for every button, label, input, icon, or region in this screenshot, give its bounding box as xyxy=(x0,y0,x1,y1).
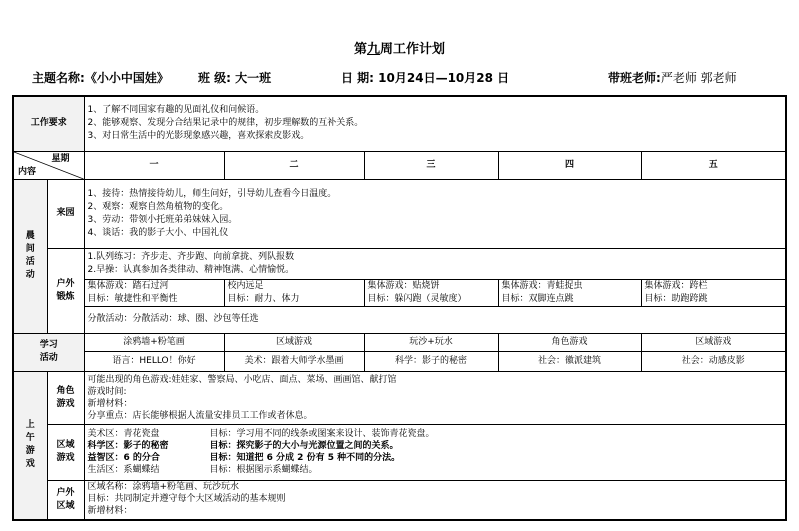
game-name: 集体游戏：青蛙捉虫 xyxy=(501,280,583,291)
study-top-cell: 区域游戏 xyxy=(224,333,364,351)
game-name: 集体游戏：跨栏 xyxy=(644,280,708,291)
outdoor-area-line: 新增材料： xyxy=(87,505,133,516)
area-zone: 美术区：青花瓷盘 xyxy=(87,429,160,439)
forenoon-game-label: 上午游戏 xyxy=(13,371,47,520)
group-activity-content: 分散活动：分散活动：球、圈、沙包等任选 xyxy=(84,306,786,333)
outdoor-area-label: 户外区域 xyxy=(47,480,84,520)
study-top-cell: 玩沙+玩水 xyxy=(364,333,498,351)
work-requirements-label: 工作要求 xyxy=(13,96,84,151)
game-name: 校内远足 xyxy=(227,280,264,291)
game-name: 集体游戏：踏石过河 xyxy=(87,280,169,291)
game-goal: 目标：躲闪跑（灵敏度） xyxy=(367,293,467,304)
area-goal: 目标：探究影子的大小与光源位置之间的关系。 xyxy=(209,441,399,451)
study-bottom-cell: 社会：动感皮影 xyxy=(641,351,786,371)
exercise-line: 2.早操：认真参加各类律动、精神饱满、心情愉悦。 xyxy=(87,264,295,275)
game-goal: 目标：助跑跨跳 xyxy=(644,293,708,304)
teacher-field: 带班老师:严老师 郭老师 xyxy=(608,71,737,85)
work-line: 2、能够观察、发现分合结果记录中的规律，初步理解数的互补关系。 xyxy=(87,118,364,129)
plan-table xyxy=(12,95,787,521)
class-field: 班 级: 大一班 xyxy=(198,71,272,85)
arrival-line: 3、劳动：带领小托班弟弟妹妹入园。 xyxy=(87,214,238,225)
game-cell-5 xyxy=(641,279,786,306)
work-line: 3、对日常生活中的光影现象感兴趣，喜欢探索皮影戏。 xyxy=(87,131,310,142)
study-top-cell: 涂鸦墙+粉笔画 xyxy=(84,333,224,351)
weekday-header-row xyxy=(13,151,786,179)
game-goal: 目标：耐力、体力 xyxy=(227,293,300,304)
study-bottom-row xyxy=(13,351,786,371)
game-goal: 目标：双脚连点跳 xyxy=(501,293,574,304)
weekday-1: 一 xyxy=(84,151,224,179)
outdoor-exercise-row xyxy=(13,248,786,279)
role-game-content xyxy=(84,371,786,424)
weekday-4: 四 xyxy=(498,151,641,179)
arrival-line: 4、谈话：我的影子大小、中国礼仪 xyxy=(87,227,229,238)
weekday-5: 五 xyxy=(641,151,786,179)
study-activity-label: 学习活动 xyxy=(13,333,84,371)
area-zone: 科学区：影子的秘密 xyxy=(87,441,169,451)
game-cell-1 xyxy=(84,279,224,306)
work-requirements-content xyxy=(84,96,786,151)
area-game-label: 区域游戏 xyxy=(47,424,84,480)
outdoor-area-row xyxy=(13,480,786,520)
outdoor-area-content xyxy=(84,480,786,520)
area-game-row xyxy=(13,424,786,480)
date-field: 日 期: 10月24日—10月28 日 xyxy=(341,71,510,85)
weekday-corner-cell xyxy=(13,151,84,179)
outdoor-games-row xyxy=(13,279,786,306)
area-goal: 目标：学习用不同的线条或图案来设计、装饰青花瓷盘。 xyxy=(209,429,435,439)
area-goal: 目标：根据图示系蝴蝶结。 xyxy=(209,465,318,475)
morning-activity-label: 晨间活动 xyxy=(13,179,47,333)
arrival-label: 来园 xyxy=(47,179,84,248)
arrival-line: 1、接待：热情接待幼儿，师生问好，引导幼儿查看今日温度。 xyxy=(87,188,337,199)
study-top-cell: 区域游戏 xyxy=(641,333,786,351)
weekday-2: 二 xyxy=(224,151,364,179)
game-cell-2 xyxy=(224,279,364,306)
arrival-row xyxy=(13,179,786,248)
game-cell-4 xyxy=(498,279,641,306)
area-game-content xyxy=(84,424,786,480)
area-goal: 目标：知道把 6 分成 2 份有 5 种不同的分法。 xyxy=(209,453,401,463)
outdoor-exercise-label: 户外锻炼 xyxy=(47,248,84,333)
group-activity-row xyxy=(13,306,786,333)
outdoor-area-line: 区域名称：涂鸦墙+粉笔画、玩沙玩水 xyxy=(87,481,240,492)
page-title: 第九周工作计划 xyxy=(353,42,446,57)
work-line: 1、了解不同国家有趣的见面礼仪和问候语。 xyxy=(87,105,265,116)
study-bottom-cell: 语言：HELLO！你好 xyxy=(84,351,224,371)
corner-top-label: 星期 xyxy=(51,153,70,164)
role-line: 可能出现的角色游戏:娃娃家、警察局、小吃店、面点、菜场、画画馆、献打馆 xyxy=(87,374,397,385)
role-game-row xyxy=(13,371,786,424)
game-name: 集体游戏：贴烧饼 xyxy=(367,280,440,291)
role-line: 游戏时间: xyxy=(87,386,127,397)
theme-field: 主题名称:《小小中国娃》 xyxy=(32,71,169,85)
study-top-row xyxy=(13,333,786,351)
study-bottom-cell: 美术：跟着大师学水墨画 xyxy=(224,351,364,371)
outdoor-area-line: 目标：共同制定并遵守每个大区域活动的基本规则 xyxy=(87,493,286,504)
corner-bottom-label: 内容 xyxy=(18,166,37,177)
study-top-cell: 角色游戏 xyxy=(498,333,641,351)
area-zone: 生活区：系蝴蝶结 xyxy=(87,465,160,475)
arrival-content xyxy=(84,179,786,248)
role-line: 分享重点：店长能够根据人流量安排员工工作或者休息。 xyxy=(87,410,313,421)
role-line: 新增材料： xyxy=(87,398,133,409)
arrival-line: 2、观察：观察自然角植物的变化。 xyxy=(87,201,229,212)
work-requirements-row xyxy=(13,96,786,151)
study-bottom-cell: 社会：徽派建筑 xyxy=(498,351,641,371)
outdoor-exercise-content xyxy=(84,248,786,279)
role-game-label: 角色游戏 xyxy=(47,371,84,424)
game-goal: 目标：敏捷性和平衡性 xyxy=(87,293,178,304)
weekday-3: 三 xyxy=(364,151,498,179)
exercise-line: 1.队列练习：齐步走、齐步跑、向前拿拢、列队报数 xyxy=(87,251,295,262)
area-zone: 益智区：6 的分合 xyxy=(87,453,160,463)
game-cell-3 xyxy=(364,279,498,306)
study-bottom-cell: 科学：影子的秘密 xyxy=(364,351,498,371)
